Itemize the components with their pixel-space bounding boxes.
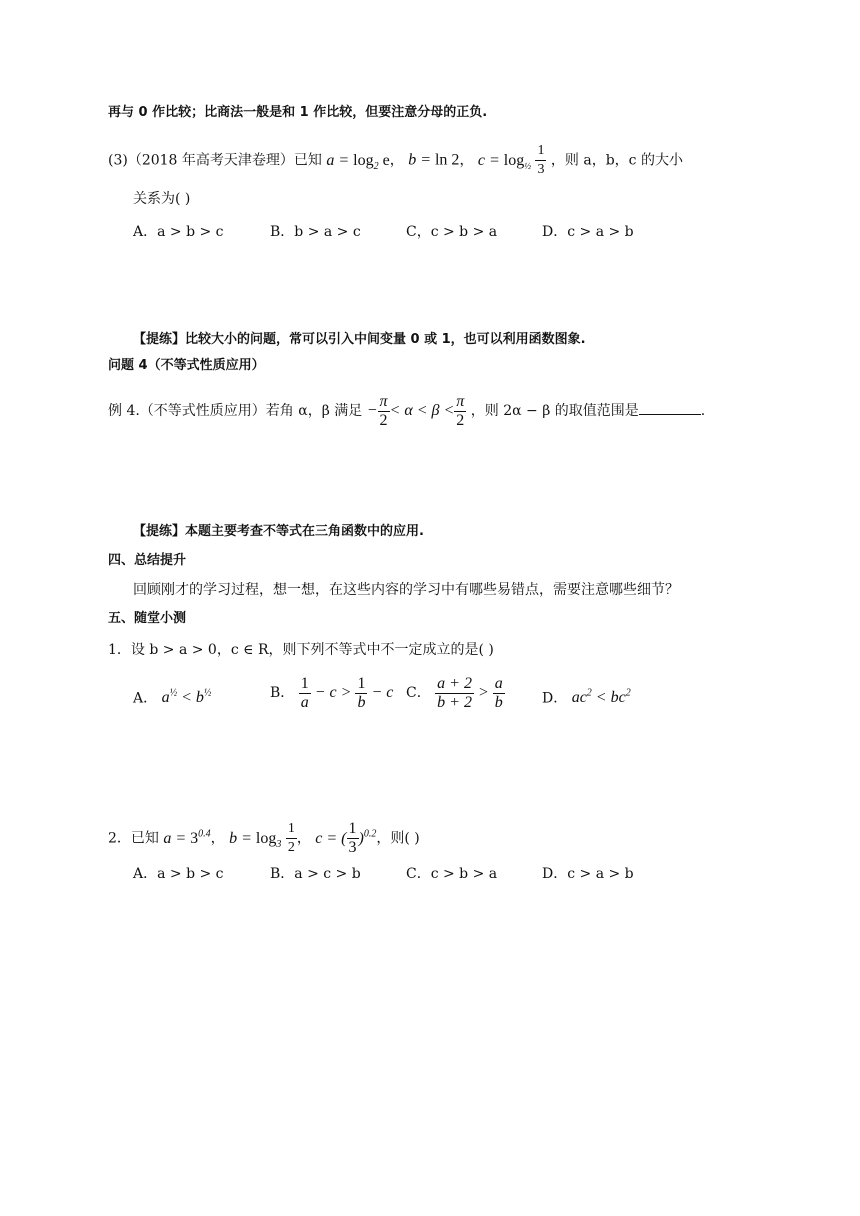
problem-4-title: 问题 4（不等式性质应用） — [108, 358, 265, 373]
answer-blank[interactable] — [639, 400, 701, 415]
q3-prefix: (3)（2018 年高考天津卷理）已知 — [108, 152, 322, 169]
q2-expr-b: $b = \log_3$ — [229, 829, 282, 850]
tip-2: 【提练】本题主要考查不等式在三角函数中的应用. — [133, 524, 424, 539]
q2-option-c: C．c > b > a — [406, 866, 498, 882]
q3-suffix: ，则 a，b，c 的大小 — [550, 152, 683, 169]
q3-expr-c: $c = \log_{\frac{1}{2}}$ — [477, 151, 531, 171]
q2-stem: 2．已知 $a = 3^{0.4}$， $b = \log_3$ $\frac{1}{2}$ ， c = ( $\frac{1}{3}$ )$^{0.2}$，则( ) — [108, 820, 420, 857]
intro-line: 再与 0 作比较；比商法一般是和 1 作比较，但要注意分母的正负. — [108, 105, 488, 120]
q2-suffix: ，则( ) — [376, 830, 420, 847]
tip-1: 【提练】比较大小的问题，常可以引入中间变量 0 或 1，也可以利用函数图象. — [133, 332, 586, 347]
q3-fraction-1-3: $\frac{1}{3}$ — [537, 143, 545, 177]
q2-expr-c: c = ( $\frac{1}{3}$ )$^{0.2}$ — [315, 820, 377, 857]
q3-option-c: C，c > b > a — [406, 224, 498, 240]
q1-option-b-expr: $\frac{1}{a}$ − c > $\frac{1}{b}$ − c — [300, 675, 394, 711]
q2-option-b: B．a > c > b — [270, 866, 361, 882]
example-4-middle: ，则 2α − β 的取值范围是 — [470, 403, 639, 420]
q3-line2: 关系为( ) — [133, 191, 191, 207]
q3-expr-b: b = ln 2 — [408, 151, 460, 169]
q1-option-c-expr: $\frac{a + 2}{b + 2}$ > $\frac{a}{b}$ — [437, 675, 503, 711]
q1-option-b: B． $\frac{1}{a}$ − c > $\frac{1}{b}$ − c — [270, 675, 394, 711]
example-4-prefix: 例 4.（不等式性质应用）若角 α，β 满足 — [108, 403, 363, 420]
q1-stem: 1．设 b > a > 0，c ∈ R，则下列不等式中不一定成立的是( ) — [108, 642, 494, 658]
q3-stem: (3)（2018 年高考天津卷理）已知 $a = \log_2 e$， b = ln 2， $c = \log_{\frac{1}{2}}$ $\frac{1}{3}$ ，则 a，b，c 的大小 — [108, 143, 683, 177]
q2-expr-a: $a = 3^{0.4}$ — [163, 828, 211, 847]
q3-option-a: A．a > b > c — [133, 224, 224, 240]
section-5-title: 五、随堂小测 — [108, 611, 187, 626]
section-4-text: 回顾刚才的学习过程，想一想，在这些内容的学习中有哪些易错点，需要注意哪些细节？ — [133, 582, 679, 598]
q1-option-a: A． $a^{\frac{1}{2}} < b^{\frac{1}{2}}$ — [133, 688, 212, 707]
q1-option-d-expr: $ac^2 < bc^2$ — [571, 688, 631, 707]
q2-option-d: D．c > a > b — [542, 866, 634, 882]
q3-option-b: B．b > a > c — [270, 224, 361, 240]
q2-fraction-1-2: $\frac{1}{2}$ — [287, 821, 295, 855]
q2-option-a: A．a > b > c — [133, 866, 224, 882]
example-4-inequality: − $\frac{\pi}{2}$ < α < β < $\frac{\pi}{2}$ — [366, 393, 465, 429]
q1-option-d: D． $ac^2 < bc^2$ — [542, 688, 631, 707]
q2-prefix: 2．已知 — [108, 830, 159, 847]
q1-option-c: C． $\frac{a + 2}{b + 2}$ > $\frac{a}{b}$ — [406, 675, 503, 711]
example-4 — [108, 393, 705, 430]
q3-expr-a: $a = \log_2 e$ — [326, 151, 390, 172]
example-4-end: . — [700, 403, 706, 420]
q3-option-d: D．c > a > b — [542, 224, 634, 240]
section-4-title: 四、总结提升 — [108, 553, 187, 568]
q1-option-a-expr: $a^{\frac{1}{2}} < b^{\frac{1}{2}}$ — [161, 688, 212, 707]
